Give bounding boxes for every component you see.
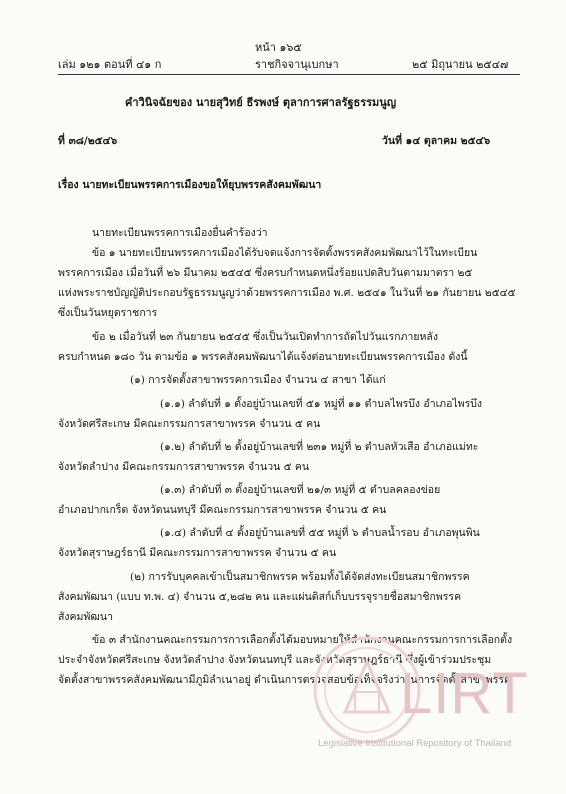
body-line: จัดตั้งสาขาพรรคสังคมพัฒนามีภูมิลำเนาอยู่ ดำเนินการตรวจสอบข้อเท็จจริงว่าในการจัดตั้งสาขาพรรค bbox=[58, 674, 512, 686]
page-number: หน้า ๑๖๕ bbox=[255, 41, 302, 54]
body-line: สังคมพัฒนา (แบบ ท.พ. ๔) จำนวน ๕,๒๘๒ คน และแผ่นดิสก์เก็บบรรจุรายชื่อสมาชิกพรรค bbox=[58, 591, 462, 603]
body-line: อำเภอปากเกร็ด จังหวัดนนทบุรี มีคณะกรรมการสาขาพรรค จำนวน ๕ คน bbox=[58, 504, 387, 516]
body-line: ข้อ ๒ เมื่อวันที่ ๒๓ กันยายน ๒๕๔๕ ซึ่งเป็นวันเปิดทำการถัดไปวันแรกภายหลัง bbox=[92, 331, 438, 343]
decision-number: ที่ ๓๘/๒๕๔๖ bbox=[58, 135, 118, 147]
body-line: (๒) การรับบุคคลเข้าเป็นสมาชิกพรรค พร้อมทั้งได้จัดส่งทะเบียนสมาชิกพรรค bbox=[130, 571, 470, 583]
body-line: (๑.๔) ลำดับที่ ๔ ตั้งอยู่บ้านเลขที่ ๕๕ หมู่ที่ ๖ ตำบลน้ำรอบ อำเภอพุนพิน bbox=[160, 527, 480, 539]
gazette-name: ราชกิจจานุเบกษา bbox=[255, 58, 339, 71]
body-line: จังหวัดศรีสะเกษ มีคณะกรรมการสาขาพรรค จำนวน ๕ คน bbox=[58, 418, 321, 430]
body-line: แห่งพระราชบัญญัติประกอบรัฐธรรมนูญว่าด้วยพรรคการเมือง พ.ศ. ๒๕๔๑ ในวันที่ ๒๑ กันยายน ๒๕๔๕ bbox=[58, 287, 516, 299]
gazette-volume: เล่ม ๑๒๑ ตอนที่ ๔๑ ก bbox=[58, 58, 162, 71]
body-line: จังหวัดลำปาง มีคณะกรรมการสาขาพรรค จำนวน ๕ คน bbox=[58, 461, 310, 473]
document-title: คำวินิจฉัยของ นายสุวิทย์ ธีรพงษ์ ตุลาการศาลรัฐธรรมนูญ bbox=[125, 96, 397, 109]
body-line: (๑.๓) ลำดับที่ ๓ ตั้งอยู่บ้านเลขที่ ๒๑/๓ หมู่ที่ ๕ ตำบลคลองข่อย bbox=[160, 484, 441, 496]
body-line: (๑.๑) ลำดับที่ ๑ ตั้งอยู่บ้านเลขที่ ๕๑ หมู่ที่ ๑๑ ตำบลไพรบึง อำเภอไพรบึง bbox=[160, 398, 483, 410]
body-line: ข้อ ๓ สำนักงานคณะกรรมการการเลือกตั้งได้มอบหมายให้สำนักงานคณะกรรมการการเลือกตั้ง bbox=[92, 634, 513, 646]
body-line: ครบกำหนด ๑๘๐ วัน ตามข้อ ๑ พรรคสังคมพัฒนาได้แจ้งต่อนายทะเบียนพรรคการเมือง ดังนี้ bbox=[58, 351, 468, 363]
body-line: ซึ่งเป็นวันหยุดราชการ bbox=[58, 307, 158, 319]
body-line: ข้อ ๑ นายทะเบียนพรรคการเมืองได้รับจดแจ้งการจัดตั้งพรรคสังคมพัฒนาไว้ในทะเบียน bbox=[92, 247, 478, 259]
repository-logo-text: LIRT bbox=[400, 661, 529, 726]
subject-line: เรื่อง นายทะเบียนพรรคการเมืองขอให้ยุบพรรคสังคมพัฒนา bbox=[58, 179, 322, 191]
body-line: พรรคการเมือง เมื่อวันที่ ๒๖ มีนาคม ๒๕๔๕ ซึ่งครบกำหนดหนึ่งร้อยแปดสิบวันตามมาตรา ๒๕ bbox=[58, 267, 473, 279]
body-line: สังคมพัฒนา bbox=[58, 611, 113, 623]
decision-date: วันที่ ๑๔ ตุลาคม ๒๕๔๖ bbox=[382, 135, 491, 147]
body-line: (๑) การจัดตั้งสาขาพรรคการเมือง จำนวน ๔ สาขา ได้แก่ bbox=[130, 374, 386, 386]
repository-caption: Legislative Institutional Repository of Thailand bbox=[318, 738, 512, 749]
body-line: ประจำจังหวัดศรีสะเกษ จังหวัดลำปาง จังหวัดนนทบุรี และจังหวัดสุราษฎร์ธานี ซึ่งผู้เข้าร่วมประชุม bbox=[58, 654, 492, 666]
body-line: (๑.๒) ลำดับที่ ๒ ตั้งอยู่บ้านเลขที่ ๒๓๑ หมู่ที่ ๒ ตำบลหัวเสือ อำเภอแม่ทะ bbox=[160, 441, 479, 453]
body-line: นายทะเบียนพรรคการเมืองยื่นคำร้องว่า bbox=[92, 227, 268, 239]
body-line: จังหวัดสุราษฎร์ธานี มีคณะกรรมการสาขาพรรค จำนวน ๕ คน bbox=[58, 547, 337, 559]
gazette-date: ๒๕ มิถุนายน ๒๕๔๗ bbox=[412, 58, 509, 71]
header-divider bbox=[58, 74, 520, 75]
